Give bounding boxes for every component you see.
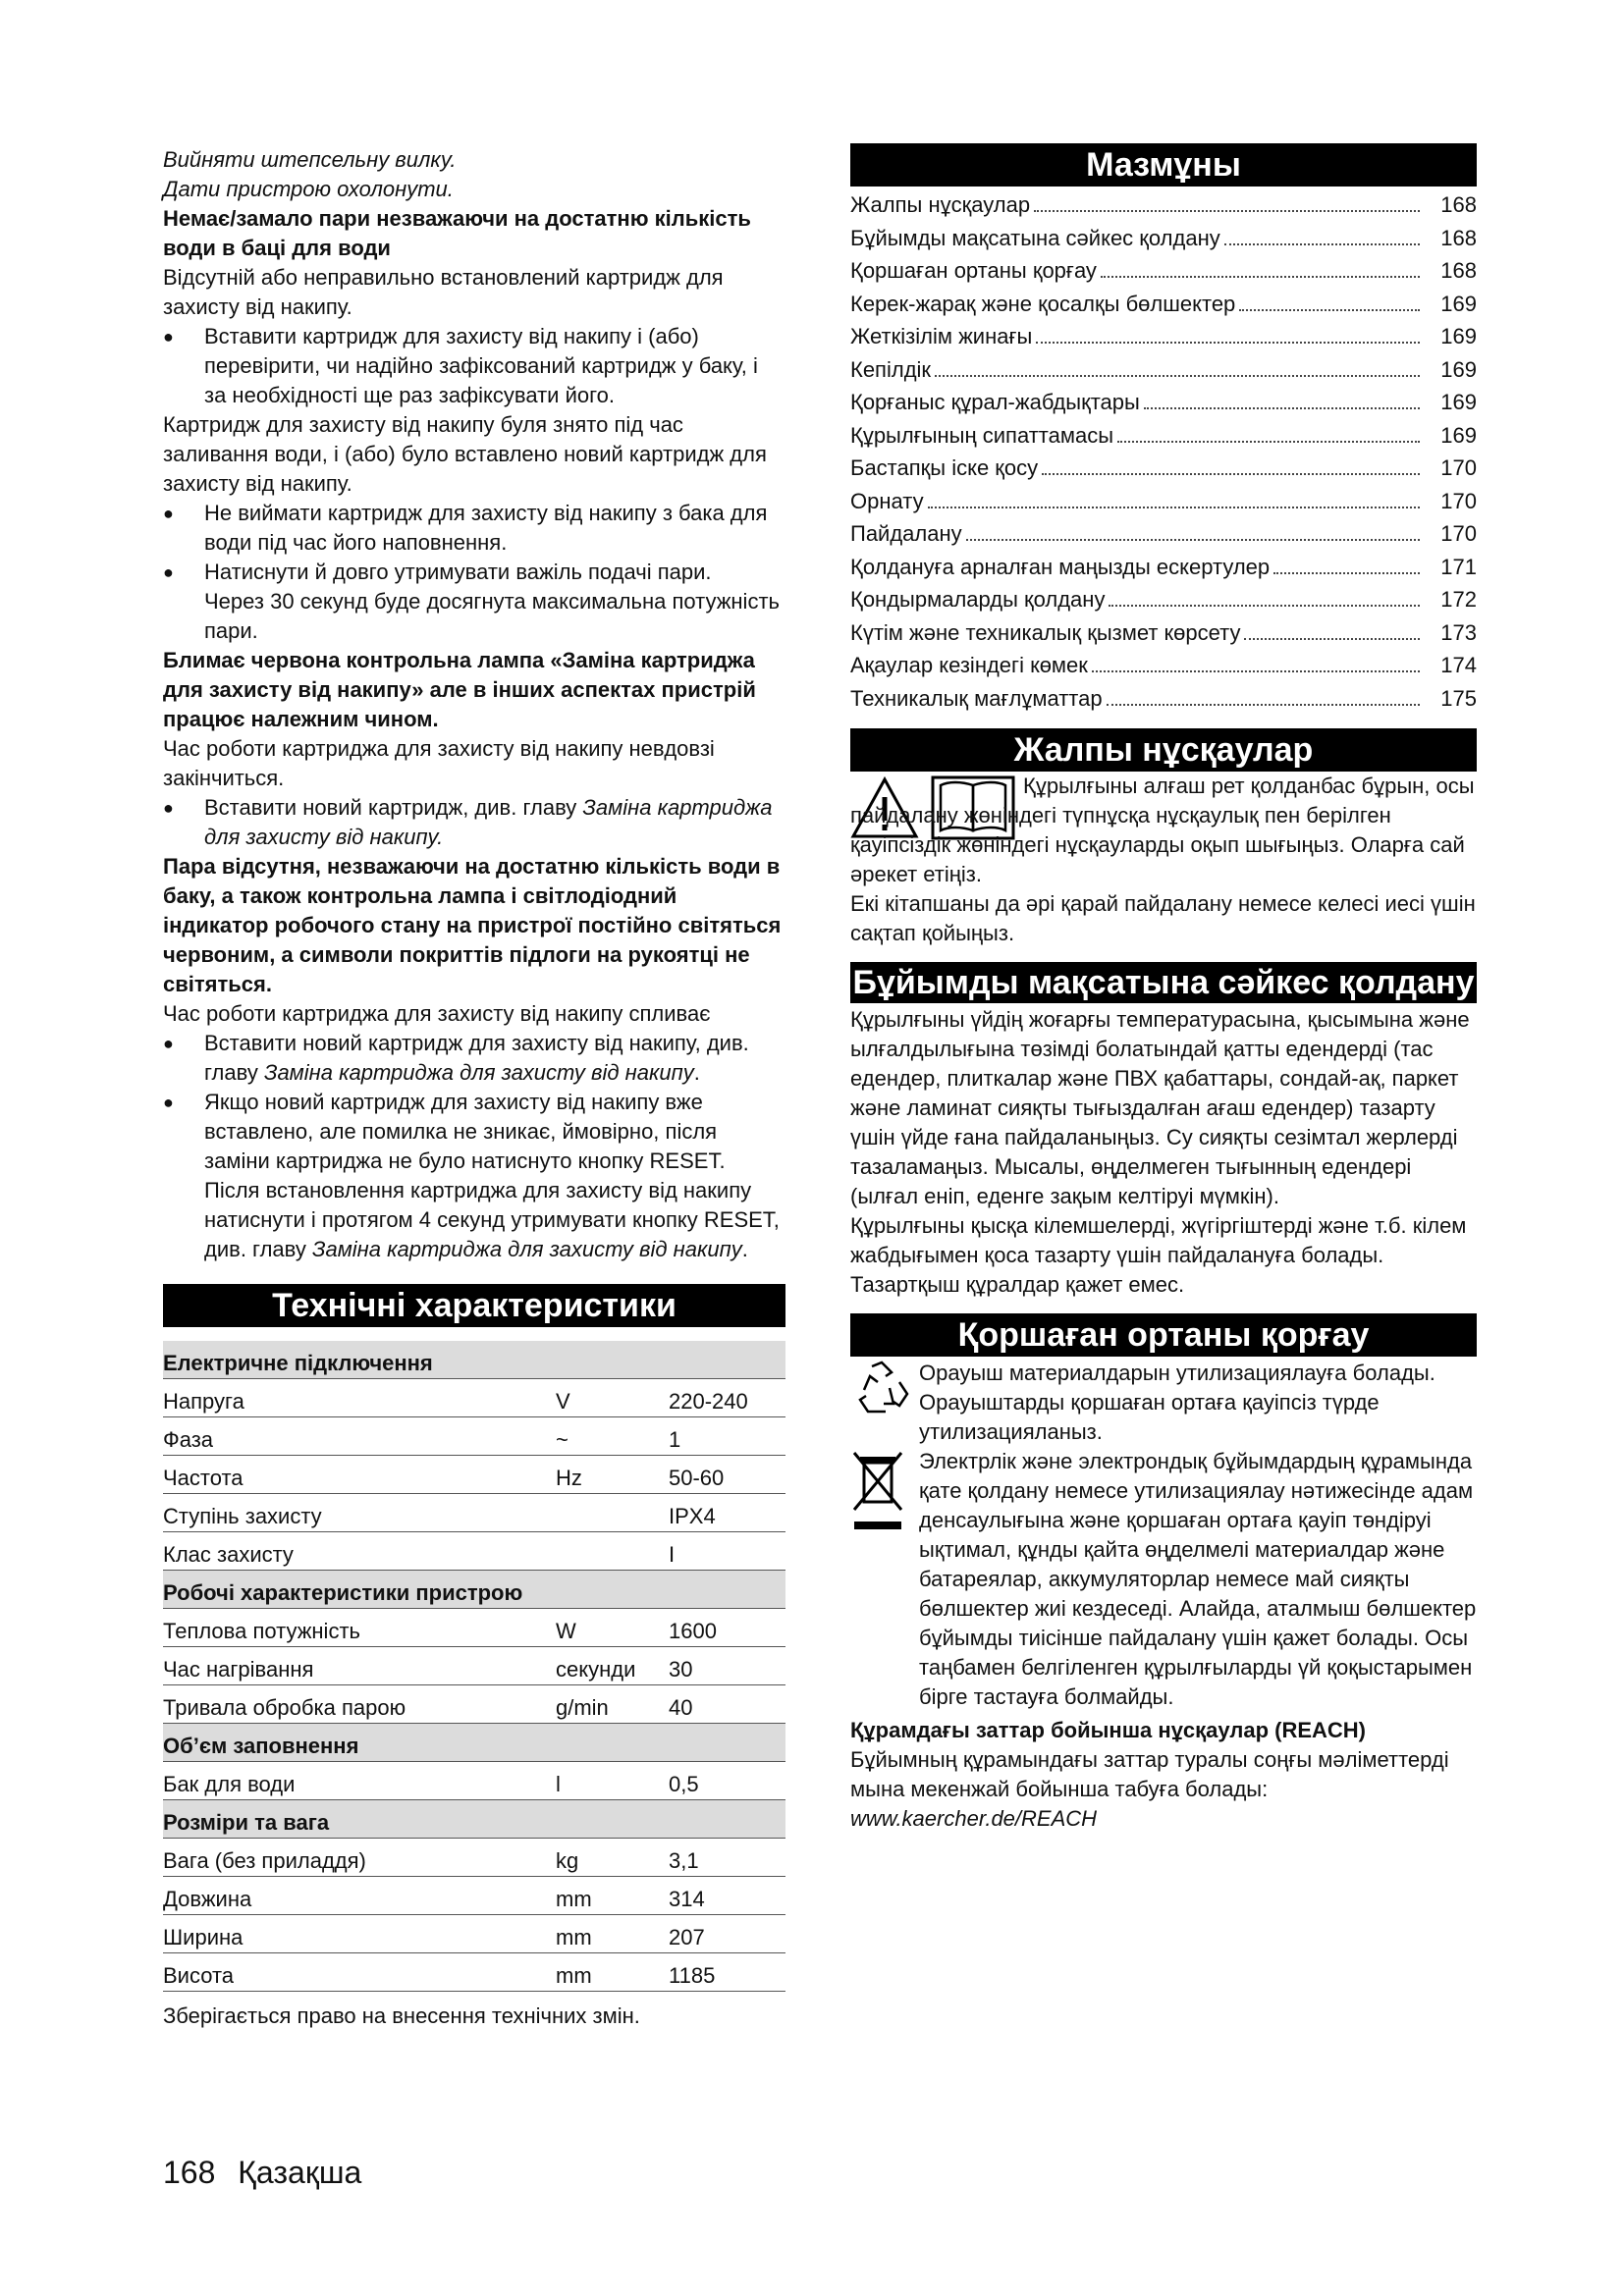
spec-cell-c1: Робочі характеристики пристрою xyxy=(163,1571,556,1609)
toc-leader-dots xyxy=(1244,638,1420,640)
table-of-contents xyxy=(850,188,1477,715)
spec-cell-c1: Бак для води xyxy=(163,1762,556,1800)
toc-entry[interactable] xyxy=(850,353,1477,387)
spec-cell-c1: Висота xyxy=(163,1953,556,1992)
spec-cell-c2: V xyxy=(556,1379,669,1417)
toc-entry-title: Ақаулар кезіндегі көмек xyxy=(850,653,1088,677)
text: Дати пристрою охолонути. xyxy=(163,177,454,201)
toc-entry-title: Жалпы нұсқаулар xyxy=(850,192,1031,217)
spec-cell-c2 xyxy=(556,1532,669,1571)
toc-entry[interactable] xyxy=(850,320,1477,353)
spec-cell-c2: g/min xyxy=(556,1685,669,1724)
spec-cell-c3: I xyxy=(669,1532,785,1571)
spec-cell-c2 xyxy=(556,1724,669,1762)
toc-entry-page: 168 xyxy=(1440,258,1477,283)
spec-cell-c3: 3,1 xyxy=(669,1839,785,1877)
bullet-item xyxy=(163,1029,785,1088)
spec-row xyxy=(163,1417,785,1456)
toc-entry[interactable] xyxy=(850,517,1477,551)
bullet-item xyxy=(163,793,785,852)
text: Электрлік және электрондық бұйымдардың құрамында қате қолдану немесе утилизациялау нәтижесінде адам денсаулығына және қоршаған ортаға қауіп төндіруі ықтимал, құнды қайта өңделмелі материалдар және батареялар, аккумуляторлар немесе май сияқты бөлшектер жиі кездеседі. Алайда, аталмыш бөлшектер бұйымды тиісінше пайдалану үшін қажет болады. Осы таңбамен белгіленген құрылғыларды үй қоқыстарымен бірге тастауға болмайды. xyxy=(919,1449,1477,1709)
toc-entry-page: 169 xyxy=(1440,422,1477,448)
toc-leader-dots xyxy=(1273,572,1420,574)
toc-entry-page: 175 xyxy=(1440,685,1477,711)
right-column xyxy=(850,143,1477,1834)
section-title: Технічні характеристики xyxy=(163,1284,785,1327)
bullet-item xyxy=(163,1088,785,1264)
language-label: Қазақша xyxy=(238,2155,362,2190)
spec-cell-c3 xyxy=(669,1341,785,1379)
spec-cell-c2: mm xyxy=(556,1953,669,1992)
spec-cell-c3: 314 xyxy=(669,1877,785,1915)
spec-cell-c2: Hz xyxy=(556,1456,669,1494)
spec-row xyxy=(163,1494,785,1532)
toc-leader-dots xyxy=(966,539,1420,541)
spec-cell-c3: 1600 xyxy=(669,1609,785,1647)
spec-cell-c1: Ширина xyxy=(163,1915,556,1953)
spec-cell-c3 xyxy=(669,1800,785,1839)
chapter-reference: Заміна картриджа для захисту від накипу. xyxy=(204,795,773,849)
toc-entry-page: 170 xyxy=(1440,488,1477,513)
toc-entry-title: Қорғаныс құрал-жабдықтары xyxy=(850,390,1140,414)
spec-cell-c1: Вага (без приладдя) xyxy=(163,1839,556,1877)
text: Відсутній або неправильно встановлений картридж для захисту від накипу. xyxy=(163,265,724,319)
spec-cell-c2 xyxy=(556,1494,669,1532)
toc-leader-dots xyxy=(1117,441,1420,443)
spec-row xyxy=(163,1647,785,1685)
toc-entry-page: 169 xyxy=(1440,390,1477,414)
text: . xyxy=(693,1060,700,1085)
trouble-heading: Пара відсутня, незважаючи на достатню кількість води в баку, а також контрольна лампа і світлодіодний індикатор робочого стану на пристрої постійно світяться червоним, а символи покриттів підлоги на рукоятці не світяться. xyxy=(163,854,782,996)
text: Час роботи картриджа для захисту від накипу спливає xyxy=(163,1001,711,1026)
text: Вставити новий картридж, див. главу xyxy=(204,795,583,820)
toc-entry-title: Қоршаған ортаны қорғау xyxy=(850,258,1097,283)
bullet-item: ● Не виймати картридж для захисту від накипу з бака для води під час його наповнення. xyxy=(163,499,785,558)
spec-cell-c3 xyxy=(669,1724,785,1762)
toc-entry-title: Жеткізілім жинағы xyxy=(850,324,1033,348)
toc-entry[interactable] xyxy=(850,485,1477,518)
spec-cell-c3: 1 xyxy=(669,1417,785,1456)
spec-cell-c3 xyxy=(669,1571,785,1609)
spec-cell-c3: 1185 xyxy=(669,1953,785,1992)
toc-leader-dots xyxy=(928,507,1420,508)
text: Через 30 секунд буде досягнута максимальна потужність пари. xyxy=(204,589,780,643)
toc-entry[interactable] xyxy=(850,551,1477,584)
toc-entry-page: 169 xyxy=(1440,324,1477,348)
spec-cell-c1: Фаза xyxy=(163,1417,556,1456)
trouble-heading: Немає/замало пари незважаючи на достатню кількість води в баці для води xyxy=(163,206,751,260)
toc-leader-dots xyxy=(1109,605,1420,607)
toc-entry-title: Бұйымды мақсатына сәйкес қолдану xyxy=(850,225,1220,250)
spec-cell-c1: Ступінь захисту xyxy=(163,1494,556,1532)
toc-leader-dots xyxy=(935,375,1420,377)
section-title: Қоршаған ортаны қорғау xyxy=(850,1313,1477,1357)
text: Час роботи картриджа для захисту від накипу невдовзі закінчиться. xyxy=(163,736,715,790)
recycling-icon xyxy=(850,1359,913,1417)
text: Вийняти штепсельну вилку. xyxy=(163,147,457,172)
spec-cell-c1: Клас захисту xyxy=(163,1532,556,1571)
spec-row xyxy=(163,1877,785,1915)
spec-cell-c2: секунди xyxy=(556,1647,669,1685)
toc-entry[interactable] xyxy=(850,386,1477,419)
spec-cell-c2: l xyxy=(556,1762,669,1800)
toc-entry-page: 169 xyxy=(1440,291,1477,316)
text: Құрылғыны үйдің жоғарғы температурасына, қысымына және ылғалдылығына төзімді болатындай қатты едендерді (тас едендер, плиткалар және ПВХ қабаттары, сондай-ақ, паркет және ламинат сияқты тығыздалған ағаш едендер) тазарту үшін үйде ғана пайдаланыңыз. Су сияқты сезімтал жерлерді тазаламаңыз. Мысалы, өңделмеген тығынның едендері (ылғал еніп, еденге зақым келтіруі мүмкін). xyxy=(850,1007,1470,1208)
spec-cell-c2: W xyxy=(556,1609,669,1647)
spec-cell-c1: Електричне підключення xyxy=(163,1341,556,1379)
reach-text xyxy=(850,1745,1477,1834)
spec-table xyxy=(163,1341,785,1992)
text: Бұйымның құрамындағы заттар туралы соңғы мәліметтерді мына мекенжай бойынша табуға болады: xyxy=(850,1747,1449,1801)
toc-title: Мазмұны xyxy=(850,143,1477,187)
toc-entry-title: Қолдануға арналған маңызды ескертулер xyxy=(850,554,1271,579)
spec-cell-c2: mm xyxy=(556,1915,669,1953)
toc-leader-dots xyxy=(1239,309,1420,311)
text: . xyxy=(741,1237,748,1261)
spec-cell-c3: 30 xyxy=(669,1647,785,1685)
spec-group-header xyxy=(163,1341,785,1379)
toc-entry-page: 168 xyxy=(1440,225,1477,250)
toc-entry-title: Қондырмаларды қолдану xyxy=(850,587,1106,612)
text: Тазартқыш құралдар қажет емес. xyxy=(850,1272,1185,1297)
toc-entry-title: Техникалық мағлұматтар xyxy=(850,685,1103,711)
spec-row xyxy=(163,1915,785,1953)
chapter-reference: Заміна картриджа для захисту від накипу xyxy=(263,1060,694,1085)
toc-entry-page: 172 xyxy=(1440,587,1477,612)
text: Орауыш материалдарын утилизациялауға болады. Орауыштарды қоршаған ортаға қауіпсіз түрде утилизацияланыз. xyxy=(919,1361,1435,1444)
bullet-item: ● Вставити картридж для захисту від накипу і (або) перевірити, чи надійно зафіксований картридж у баку, і за необхідності ще раз зафіксувати його. xyxy=(163,322,785,410)
spec-cell-c2: mm xyxy=(556,1877,669,1915)
spec-cell-c1: Час нагрівання xyxy=(163,1647,556,1685)
toc-entry[interactable] xyxy=(850,616,1477,650)
spec-cell-c2 xyxy=(556,1800,669,1839)
text: Якщо новий картридж для захисту від накипу вже вставлено, але помилка не зникає, ймовірно, після заміни картриджа не було натиснуто кнопку RESET. Після встановлення картриджа для захисту від накипу натиснути і протягом 4 секунд утримувати кнопку RESET, див. главу xyxy=(204,1090,780,1261)
section-title: Жалпы нұсқаулар xyxy=(850,728,1477,772)
spec-group-header xyxy=(163,1571,785,1609)
spec-cell-c3: 207 xyxy=(669,1915,785,1953)
toc-leader-dots xyxy=(1036,342,1420,344)
weee-notice xyxy=(850,1447,1477,1712)
spec-group-header xyxy=(163,1800,785,1839)
spec-cell-c1: Об’єм заповнення xyxy=(163,1724,556,1762)
trouble-heading: Блимає червона контрольна лампа «Заміна картриджа для захисту від накипу» але в інших аспектах пристрій працює належним чином. xyxy=(163,648,756,731)
toc-leader-dots xyxy=(1092,670,1420,672)
spec-row xyxy=(163,1456,785,1494)
toc-leader-dots xyxy=(1042,473,1420,475)
spec-row xyxy=(163,1532,785,1571)
text: Екі кітапшаны да әрі қарай пайдалану немесе келесі иесі үшін сақтап қойыңыз. xyxy=(850,891,1476,945)
toc-entry-title: Орнату xyxy=(850,488,924,513)
toc-entry-page: 170 xyxy=(1440,521,1477,546)
section-title: Бұйымды мақсатына сәйкес қолдану xyxy=(850,962,1477,1003)
reach-heading: Құрамдағы заттар бойынша нұсқаулар (REACH) xyxy=(850,1718,1366,1742)
toc-entry[interactable] xyxy=(850,288,1477,321)
toc-entry-title: Пайдалану xyxy=(850,521,962,546)
spec-cell-c2 xyxy=(556,1341,669,1379)
toc-entry-page: 168 xyxy=(1440,192,1477,217)
spec-row xyxy=(163,1839,785,1877)
spec-row xyxy=(163,1762,785,1800)
toc-entry-page: 174 xyxy=(1440,653,1477,677)
toc-entry-page: 169 xyxy=(1440,356,1477,382)
toc-leader-dots xyxy=(1144,407,1420,409)
text: Картридж для захисту від накипу буля знято під час заливання води, і (або) було вставлено новий картридж для захисту від накипу. xyxy=(163,412,767,496)
toc-entry[interactable] xyxy=(850,254,1477,288)
page-number: 168 xyxy=(163,2155,216,2190)
toc-entry-page: 170 xyxy=(1440,455,1477,480)
spec-cell-c1: Теплова потужність xyxy=(163,1609,556,1647)
spec-cell-c3: 40 xyxy=(669,1685,785,1724)
spec-cell-c3: IPX4 xyxy=(669,1494,785,1532)
toc-leader-dots xyxy=(1107,704,1420,706)
toc-entry-title: Бастапқы іске қосу xyxy=(850,455,1039,480)
toc-entry[interactable] xyxy=(850,649,1477,682)
recycling-notice xyxy=(850,1359,1477,1447)
text: Құрылғыны қысқа кілемшелерді, жүгіргіштерді және т.б. кілем жабдығымен қоса тазарту үшін пайдалануға болады. xyxy=(850,1213,1467,1267)
spec-cell-c1: Розміри та вага xyxy=(163,1800,556,1839)
toc-entry-title: Күтім және техникалық қызмет көрсету xyxy=(850,619,1241,645)
reach-link[interactable]: www.kaercher.de/REACH xyxy=(850,1806,1098,1831)
spec-row xyxy=(163,1685,785,1724)
spec-note: Зберігається право на внесення технічних змін. xyxy=(163,2003,640,2028)
toc-entry[interactable] xyxy=(850,222,1477,255)
spec-cell-c1: Частота xyxy=(163,1456,556,1494)
toc-entry[interactable] xyxy=(850,583,1477,616)
toc-entry-title: Құрылғының сипаттамасы xyxy=(850,422,1114,448)
toc-leader-dots xyxy=(1224,243,1420,245)
toc-entry-page: 171 xyxy=(1440,554,1477,579)
text: Вставити новий картридж для захисту від накипу, див. главу xyxy=(204,1031,749,1085)
toc-entry-page: 173 xyxy=(1440,619,1477,645)
crossed-bin-icon xyxy=(850,1447,905,1535)
spec-cell-c2 xyxy=(556,1571,669,1609)
spec-row xyxy=(163,1379,785,1417)
toc-entry[interactable] xyxy=(850,682,1477,716)
text: Құрылғыны алғаш рет қолданбас бұрын, осы пайдалану жөніндегі түпнұсқа нұсқаулық пен берілген қауіпсіздік жөніндегі нұсқауларды оқып шығыңыз. Оларға сай әрекет етіңіз. xyxy=(850,774,1475,886)
spec-cell-c2: ~ xyxy=(556,1417,669,1456)
spec-cell-c3: 0,5 xyxy=(669,1762,785,1800)
bullet-item: ● Натиснути й довго утримувати важіль подачі пари. xyxy=(163,558,785,587)
toc-entry[interactable] xyxy=(850,419,1477,453)
toc-entry-title: Керек-жарақ және қосалқы бөлшектер xyxy=(850,291,1236,316)
left-column xyxy=(163,145,785,2031)
spec-row xyxy=(163,1953,785,1992)
spec-group-header xyxy=(163,1724,785,1762)
toc-entry-title: Кепілдік xyxy=(850,356,932,382)
chapter-reference: Заміна картриджа для захисту від накипу xyxy=(311,1237,742,1261)
spec-cell-c1: Довжина xyxy=(163,1877,556,1915)
toc-entry[interactable] xyxy=(850,452,1477,485)
spec-cell-c1: Тривала обробка парою xyxy=(163,1685,556,1724)
page-footer xyxy=(163,2155,361,2191)
spec-cell-c1: Напруга xyxy=(163,1379,556,1417)
spec-cell-c3: 220-240 xyxy=(669,1379,785,1417)
toc-leader-dots xyxy=(1101,276,1420,278)
spec-row xyxy=(163,1609,785,1647)
toc-leader-dots xyxy=(1034,210,1420,212)
toc-entry[interactable] xyxy=(850,188,1477,222)
spec-cell-c3: 50-60 xyxy=(669,1456,785,1494)
spec-cell-c2: kg xyxy=(556,1839,669,1877)
